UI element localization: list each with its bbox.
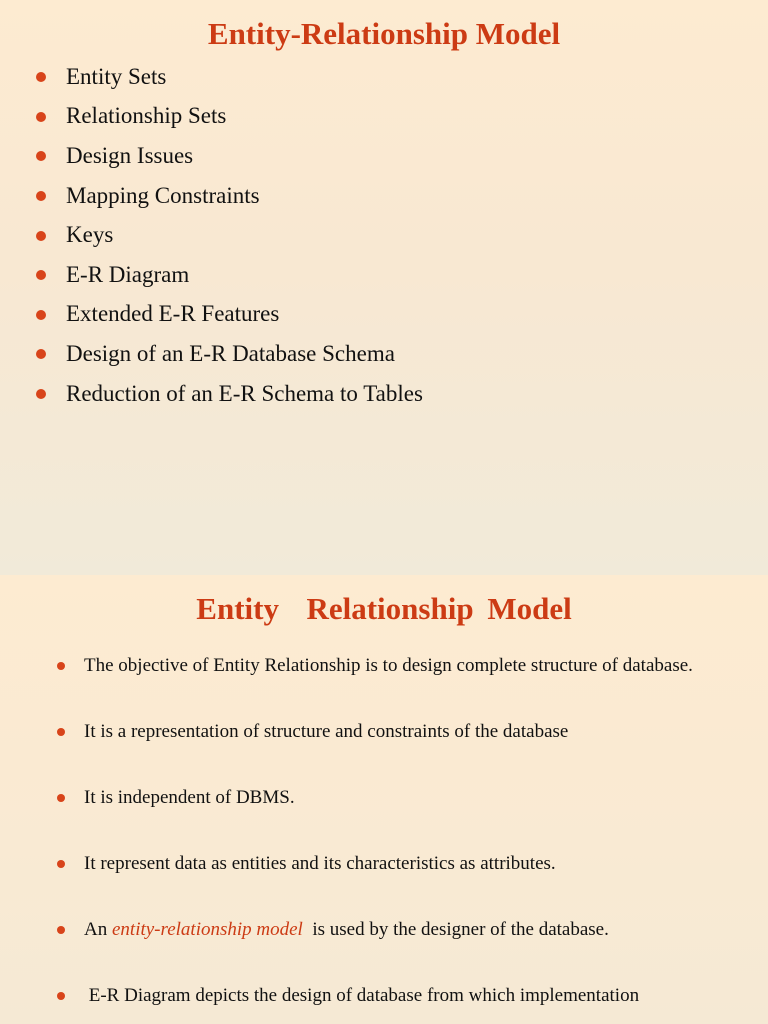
list-item [36, 295, 423, 335]
slide-1-bullet-list [36, 57, 423, 413]
bullet-dot-icon [57, 992, 65, 1000]
emphasized-term: entity-relationship model [111, 919, 303, 940]
list-item-text: E-R Diagram depicts the design of database from which implementation [84, 985, 640, 1006]
list-item-text: It is a representation of structure and constraints of the database [84, 721, 569, 742]
list-item-text [84, 917, 609, 942]
list-item-text: Keys [66, 222, 114, 248]
list-item-suffix: is used by the designer of the database. [302, 919, 609, 940]
list-item [36, 57, 423, 97]
bullet-dot-icon [36, 72, 46, 82]
bullet-dot-icon [57, 662, 65, 670]
list-item [57, 983, 717, 1008]
list-item-text: E-R Diagram [66, 261, 190, 287]
list-item-prefix: An [84, 919, 112, 940]
slide-2-bullet-list [57, 653, 717, 1024]
bullet-dot-icon [57, 728, 65, 736]
list-item-text: Extended E-R Features [66, 301, 280, 327]
list-item-text: Design Issues [66, 142, 194, 168]
list-item [36, 374, 423, 414]
list-item [36, 136, 423, 176]
list-item [57, 719, 717, 744]
bullet-dot-icon [36, 349, 46, 359]
list-item-text: Design of an E-R Database Schema [66, 340, 395, 366]
list-item-text: Relationship Sets [66, 103, 227, 129]
list-item [36, 255, 423, 295]
bullet-dot-icon [36, 151, 46, 161]
list-item [36, 215, 423, 255]
slide-2-title: Entity Relationship Model [196, 591, 572, 626]
slide-1-title: Entity-Relationship Model [207, 16, 561, 51]
list-item-text: Mapping Constraints [66, 182, 260, 208]
bullet-dot-icon [36, 112, 46, 122]
list-item [57, 653, 717, 678]
list-item [36, 334, 423, 374]
list-item-text: The objective of Entity Relationship is to design complete structure of database. [84, 655, 693, 676]
list-item [57, 785, 717, 810]
list-item [57, 917, 717, 942]
bullet-dot-icon [57, 860, 65, 868]
list-item [36, 176, 423, 216]
list-item-text: Reduction of an E-R Schema to Tables [66, 380, 423, 406]
bullet-dot-icon [57, 794, 65, 802]
slide-2 [0, 575, 768, 1024]
bullet-dot-icon [57, 926, 65, 934]
list-item-text: It represent data as entities and its characteristics as attributes. [84, 853, 556, 874]
bullet-dot-icon [36, 389, 46, 399]
bullet-dot-icon [36, 231, 46, 241]
bullet-dot-icon [36, 270, 46, 280]
list-item [36, 97, 423, 137]
list-item-text: Entity Sets [66, 63, 167, 89]
list-item [57, 851, 717, 876]
bullet-dot-icon [36, 310, 46, 320]
list-item-text: It is independent of DBMS. [84, 787, 295, 808]
bullet-dot-icon [36, 191, 46, 201]
